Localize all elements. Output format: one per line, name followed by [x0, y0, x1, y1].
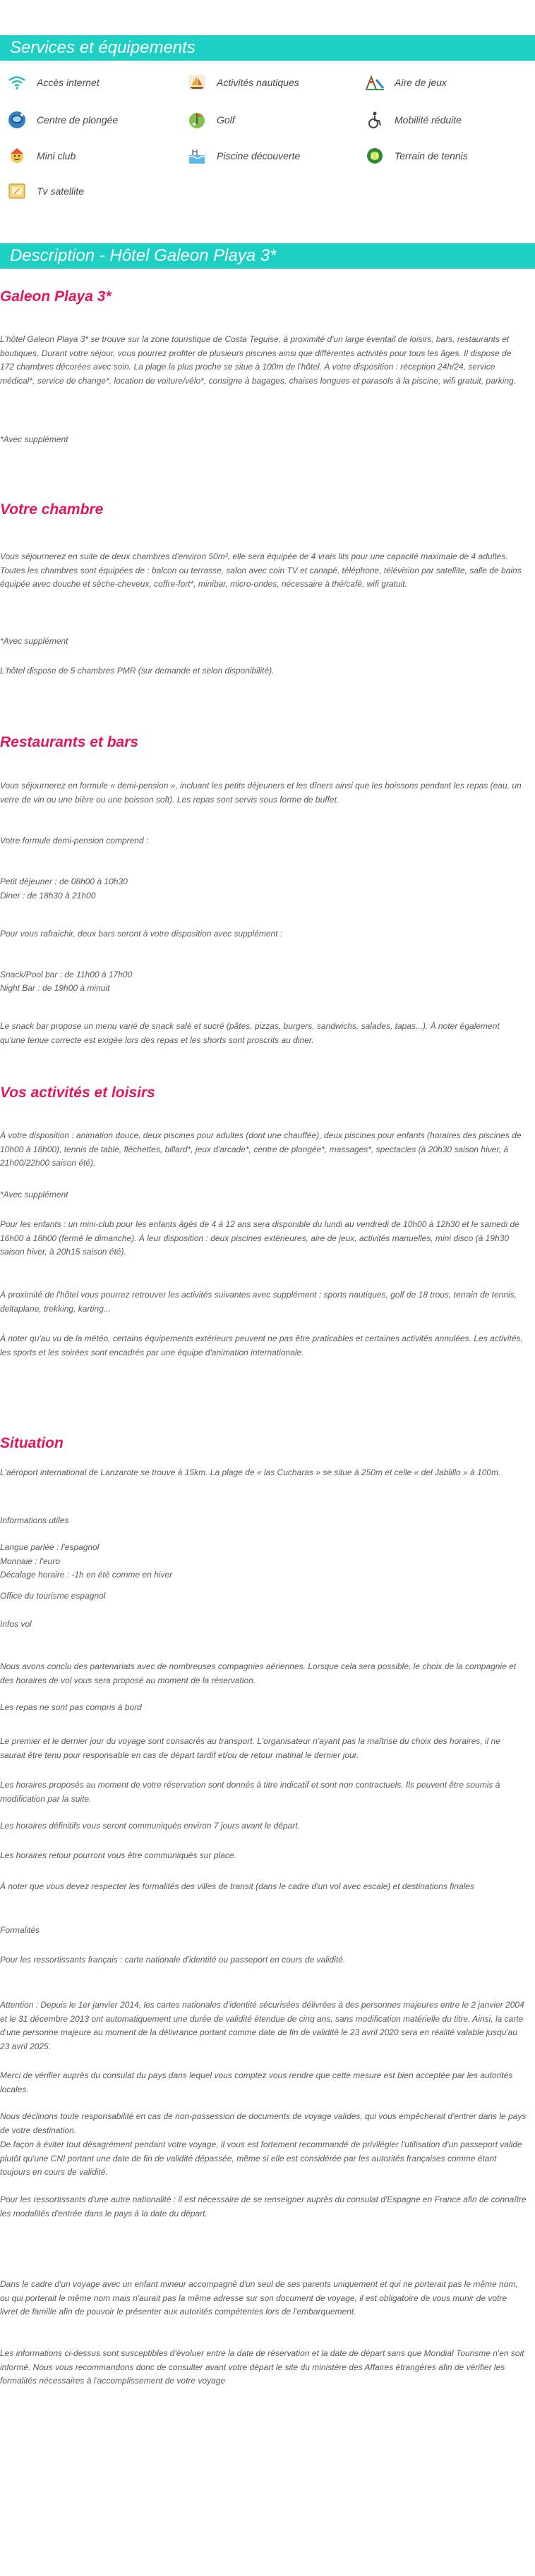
room-section	[0, 550, 527, 678]
paragraph: Les repas ne sont pas compris à bord	[0, 1702, 142, 1713]
services-banner	[0, 35, 535, 61]
paragraph: Pour les enfants : un mini-club pour les enfants âgés de 4 à 12 ans sera disponible du lundi au vendredi de 10h00 à 12h30 et le samedi de 16h00 à 18h00 (fermé le dimanche). À leur disposition : deux piscines extérieures, aire de jeux, activités manuelles, mini disco (à 19h30 saison hiver, à 20h15 saison été).	[0, 1219, 519, 1257]
golf-icon	[187, 111, 207, 129]
service-label: Terrain de tennis	[395, 150, 468, 161]
paragraph: À votre disposition : animation douce, deux piscines pour adultes (dont une chauffée), deux piscines pour enfants (horaires des piscines de 10h00 à 18h00), tennis de table, fléchettes, billard*, jeux d'arcade*, centre de plongée*, massages*, spectacles (à 20h30 saison hiver, à 21h00/22h00 saison été).	[0, 1130, 522, 1168]
sailboat-icon	[187, 73, 207, 92]
service-label: Centre de plongée	[37, 114, 119, 126]
room-title: Votre chambre	[0, 501, 104, 518]
paragraph: Snack/Pool bar : de 11h00 à 17h00	[0, 969, 133, 979]
hotel-title: Galeon Playa 3*	[0, 288, 112, 305]
service-item	[365, 73, 447, 92]
paragraph: Infos vol	[0, 1619, 32, 1630]
paragraph: Décalage horaire : -1h en été comme en hiver	[0, 1570, 173, 1580]
paragraph: Les informations ci-dessus sont susceptibles d'évoluer entre la date de réservation et la date de départ sans que Mondial Tourisme n'en soit informé. Nous vous recommandons donc de consulter avant votre départ le site du ministère des Affaires étrangères afin de vérifier les formalités nécessaires à l'accomplissement de votre voyage	[0, 2348, 524, 2386]
paragraph: Attention : Depuis le 1er janvier 2014, les cartes nationales d'identité sécurisées délivrées à des personnes majeures entre le 2 janvier 2004 et le 31 décembre 2013 ont automatiquement une durée de validité étendue de cinq ans, sans modification matérielle du titre. Ainsi, la carte d'une personne majeure au moment de la délivrance portant comme date de fin de validité le 23 avril 2020 sera en réalité valable jusqu'au 23 avril 2025.	[0, 2000, 524, 2051]
service-item	[7, 73, 100, 92]
service-item	[365, 111, 462, 129]
paragraph: Diner : de 18h30 à 21h00	[0, 890, 96, 901]
paragraph: Pour les ressortissants d'une autre nationalité : il est nécessaire de se renseigner auprès du consulat d'Espagne en France afin de connaître les modalités d'entrée dans le pays à la date du départ.	[0, 2195, 527, 2218]
playground-icon	[365, 73, 385, 92]
hotel-intro-section	[0, 333, 527, 447]
paragraph: Monnaie : l'euro	[0, 1556, 61, 1566]
service-item	[187, 111, 235, 129]
paragraph: Les horaires proposés au moment de votre réservation sont donnés à titre indicatif et sont non contractuels. Ils peuvent être soumis à modification par la suite.	[0, 1780, 500, 1804]
wheelchair-icon	[365, 111, 385, 129]
paragraph: Night Bar : de 19h00 à minuit	[0, 983, 110, 994]
activities-section	[0, 1129, 527, 1360]
paragraph: Les horaires retour pourront vous être communiqués sur place.	[0, 1850, 236, 1861]
restaurants-title: Restaurants et bars	[0, 734, 139, 750]
mini-club-icon	[7, 147, 27, 165]
paragraph: Nous déclinons toute responsabilité en cas de non-possession de documents de voyage valides, qui vous empêcherait d'entrer dans le pays de votre destination.	[0, 2111, 527, 2135]
paragraph: Dans le cadre d'un voyage avec un enfant mineur accompagné d'un seul de ses parents uniquement et qui ne porterait pas le même nom, ou qui porterait le même nom mais n'aurait pas la même adresse sur son document de voyage, il est obligatoire de vous munir de votre livret de famille afin de pouvoir le présenter aux autorités compétentes lors de l'embarquement.	[0, 2279, 518, 2317]
paragraph: Vous séjournerez en suite de deux chambres d'environ 50m², elle sera équipée de 4 vrais lits pour une capacité maximale de 4 adultes. Toutes les chambres sont équipées de : balcon ou terrasse, salon avec coin TV et canapé, téléphone, télévision par satellite, salle de bains équipée avec douche et sèche-cheveux, coffre-fort*, minibar, micro-ondes, nécessaire à thé/café, wifi gratuit.	[0, 551, 522, 590]
service-label: Mobilité réduite	[395, 114, 462, 126]
paragraph: Vous séjournerez en formule « demi-pension », incluant les petits déjeuners et les dîners ainsi que les boissons pendant les repas (eau, un verre de vin ou une bière ou une boisson soft). Les repas sont servis sous forme de buffet.	[0, 781, 522, 805]
paragraph: Langue parlée : l'espagnol	[0, 1542, 100, 1552]
service-item	[7, 147, 76, 165]
paragraph: Nous avons conclu des partenariats avec de nombreuses compagnies aériennes. Lorsque cela sera possible, le choix de la compagnie et des horaires de vol vous sera proposé au moment de la réservation.	[0, 1661, 517, 1685]
service-label: Tv satellite	[37, 185, 84, 197]
service-item	[7, 111, 118, 129]
paragraph: L'hôtel dispose de 5 chambres PMR (sur demande et selon disponibilité).	[0, 666, 275, 676]
paragraph: *Avec supplément	[0, 636, 68, 646]
paragraph: Informations utiles	[0, 1515, 69, 1525]
paragraph: *Avec supplément	[0, 1190, 68, 1200]
paragraph: Formalités	[0, 1925, 40, 1936]
wifi-icon	[7, 73, 27, 92]
tv-icon	[7, 182, 27, 200]
description-banner	[0, 243, 535, 269]
paragraph: Pour vous rafraichir, deux bars seront à votre disposition avec supplément :	[0, 928, 283, 939]
service-label: Piscine découverte	[217, 150, 301, 161]
paragraph: Le snack bar propose un menu varié de snack salé et sucré (pâtes, pizzas, burgers, sandwichs, salades, tapas...). À noter également qu'une tenue correcte est exigée lors des repas et les shorts sont proscrits au diner.	[0, 1021, 500, 1045]
service-label: Golf	[217, 114, 235, 126]
paragraph: Pour les ressortissants français : carte nationale d'identité ou passeport en cours de validité.	[0, 1955, 346, 1965]
services-title: Services et équipements	[10, 38, 196, 57]
paragraph: Office du tourisme espagnol	[0, 1591, 106, 1601]
paragraph: À noter que vous devez respecter les formalités des villes de transit (dans le cadre d'un vol avec escale) et destinations finales	[0, 1881, 474, 1892]
service-item	[365, 147, 468, 165]
paragraph: Les horaires définitifs vous seront communiqués environ 7 jours avant le départ.	[0, 1821, 300, 1831]
service-item	[187, 73, 299, 92]
paragraph: Votre formule demi-pension comprend :	[0, 836, 149, 846]
paragraph: L'aéroport international de Lanzarote se trouve à 15km. La plage de « las Cucharas » se situe à 250m et celle « del Jablillo » à 100m.	[0, 1467, 501, 1477]
service-item	[7, 182, 84, 200]
paragraph: *Avec supplément	[0, 434, 68, 444]
paragraph: À proximité de l'hôtel vous pourrez retrouver les activités suivantes avec supplément : sports nautiques, golf de 18 trous, terrain de tennis, deltaplane, trekking, karting...	[0, 1290, 517, 1314]
service-label: Accès internet	[37, 77, 100, 88]
paragraph: De façon à éviter tout désagrément pendant votre voyage, il vous est fortement recommandé de privilégier l'utilisation d'un passeport valide plutôt qu'une CNI portant une date de fin de validité dépassée, même si elle est considérée par les autorités françaises comme étant toujours en cours de validité.	[0, 2139, 522, 2178]
pool-icon	[187, 147, 207, 165]
situation-section	[0, 1466, 527, 2388]
service-item	[187, 147, 300, 165]
activities-title: Vos activités et loisirs	[0, 1085, 155, 1101]
service-label: Activités nautiques	[217, 77, 299, 88]
restaurants-section	[0, 779, 527, 1047]
paragraph: Petit déjeuner : de 08h00 à 10h30	[0, 877, 128, 886]
paragraph: Merci de vérifier auprès du consulat du pays dans lequel vous comptez vous rendre que cette mesure est bien acceptée par les autorités locales.	[0, 2070, 513, 2094]
diving-icon	[7, 111, 27, 129]
paragraph: Le premier et le dernier jour du voyage sont consacrés au transport. L'organisateur n'ayant pas la maîtrise du choix des horaires, il ne saurait être tenu pour responsable en cas de départ tardif et/ou de retour matinal le dernier jour.	[0, 1736, 500, 1760]
paragraph: L'hôtel Galeon Playa 3* se trouve sur la zone touristique de Costa Teguise, à proximité d'un large éventail de loisirs, bars, restaurants et boutiques. Durant votre séjour, vous pourrez profiter de plusieurs piscines ainsi que différentes activités pour tous les âges. Il dispose de 172 chambres décorées avec soin. La plage la plus proche se situe à 100m de l'hôtel. À votre disposition : réception 24h/24, service médical*, service de change*, location de voiture/vélo*, consigne à bagages, chaises longues et parasols à la piscine, wifi gratuit, parking.	[0, 334, 517, 386]
description-title: Description - Hôtel Galeon Playa 3*	[10, 246, 277, 265]
tennis-icon	[365, 147, 385, 165]
situation-title: Situation	[0, 1435, 64, 1451]
paragraph: À noter qu'au vu de la météo, certains équipements extérieurs peuvent ne pas être praticables et certaines activités annulées. Les activités, les sports et les soirées sont encadrés par une équipe d'animation internationale.	[0, 1333, 523, 1357]
service-label: Aire de jeux	[395, 77, 447, 88]
service-label: Mini club	[37, 150, 76, 161]
